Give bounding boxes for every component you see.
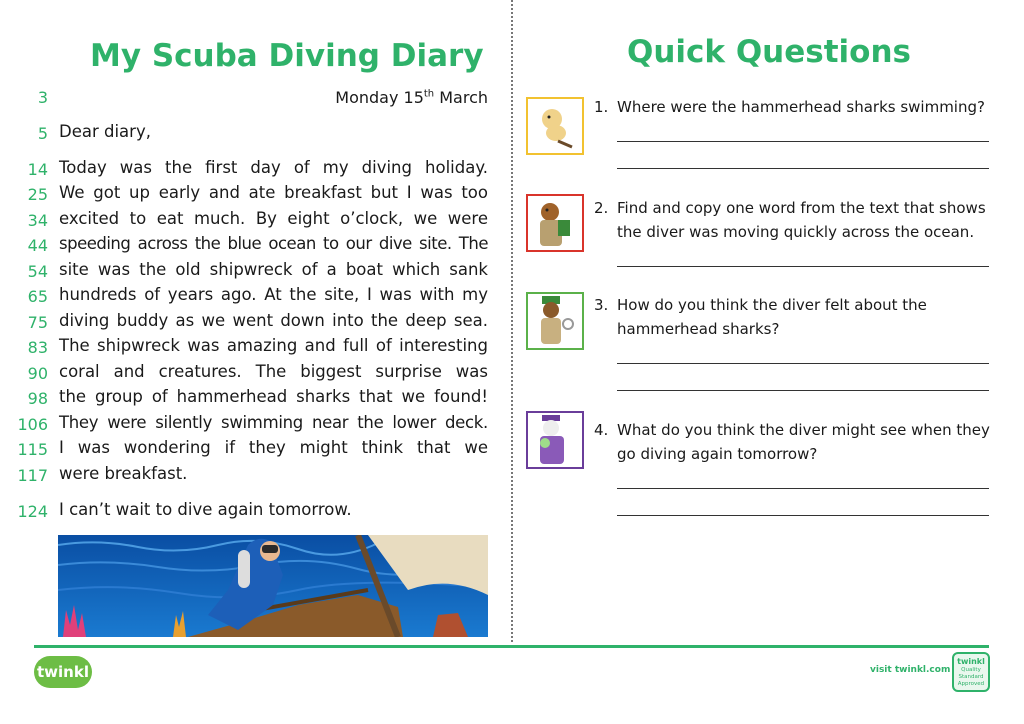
diary-line: site was the old shipwreck of a boat which sank bbox=[59, 260, 488, 279]
diary-line: We got up early and ate breakfast but I was too bbox=[59, 183, 488, 202]
visit-link[interactable]: visit twinkl.com bbox=[870, 665, 951, 675]
diary-line: excited to eat much. By eight o’clock, we were bbox=[59, 209, 488, 228]
line-number: 25 bbox=[27, 185, 48, 204]
diary-line: Today was the first day of my diving holiday. bbox=[59, 158, 488, 177]
question-3: 3. How do you think the diver felt about the hammerhead sharks? bbox=[594, 296, 927, 338]
line-number: 5 bbox=[37, 124, 48, 143]
twinkl-logo[interactable]: twinkl bbox=[34, 656, 92, 688]
question-2: 2. Find and copy one word from the text that shows the diver was moving quickly across the ocean. bbox=[594, 199, 986, 241]
diary-line: hundreds of years ago. At the site, I was with my bbox=[59, 285, 488, 304]
line-number: 124 bbox=[17, 502, 48, 521]
dog-icon bbox=[526, 97, 584, 155]
line-number: 98 bbox=[27, 389, 48, 408]
line-number: 75 bbox=[27, 313, 48, 332]
diary-line: speeding across the blue ocean to our dive site. The bbox=[59, 234, 488, 253]
answer-line[interactable] bbox=[617, 168, 989, 169]
quality-badge: twinkl Quality Standard Approved bbox=[952, 652, 990, 692]
diary-line: the group of hammerhead sharks that we found! bbox=[59, 387, 488, 406]
scuba-diver-illustration bbox=[58, 535, 488, 637]
diary-line: They were silently swimming near the lower deck. bbox=[59, 413, 488, 432]
diary-date: Monday 15th March bbox=[335, 88, 488, 107]
diary-line: I can’t wait to dive again tomorrow. bbox=[59, 500, 352, 519]
line-number: 65 bbox=[27, 287, 48, 306]
question-1: 1. Where were the hammerhead sharks swimming? bbox=[594, 98, 985, 116]
diary-line: Dear diary, bbox=[59, 122, 151, 141]
detective-dog-icon bbox=[526, 194, 584, 252]
line-number: 14 bbox=[27, 160, 48, 179]
questions-title: Quick Questions bbox=[627, 34, 911, 70]
line-number: 115 bbox=[17, 440, 48, 459]
footer-divider bbox=[34, 645, 989, 648]
answer-line[interactable] bbox=[617, 390, 989, 391]
answer-line[interactable] bbox=[617, 363, 989, 364]
answer-line[interactable] bbox=[617, 515, 989, 516]
line-number: 34 bbox=[27, 211, 48, 230]
diary-line: The shipwreck was amazing and full of interesting bbox=[59, 336, 488, 355]
explorer-dog-icon bbox=[526, 292, 584, 350]
diary-line: I was wondering if they might think that we bbox=[59, 438, 488, 457]
answer-line[interactable] bbox=[617, 488, 989, 489]
line-number: 44 bbox=[27, 236, 48, 255]
diary-line: coral and creatures. The biggest surprise was bbox=[59, 362, 488, 381]
answer-line[interactable] bbox=[617, 141, 989, 142]
line-number: 90 bbox=[27, 364, 48, 383]
page-divider bbox=[511, 0, 513, 642]
question-4: 4. What do you think the diver might see when they go diving again tomorrow? bbox=[594, 421, 990, 463]
line-number: 83 bbox=[27, 338, 48, 357]
answer-line[interactable] bbox=[617, 266, 989, 267]
diary-line: were breakfast. bbox=[59, 464, 188, 483]
fortune-teller-icon bbox=[526, 411, 584, 469]
diary-title: My Scuba Diving Diary bbox=[90, 38, 484, 74]
line-number: 117 bbox=[17, 466, 48, 485]
diary-line: diving buddy as we went down into the deep sea. bbox=[59, 311, 488, 330]
line-number: 3 bbox=[37, 88, 48, 107]
line-number: 106 bbox=[17, 415, 48, 434]
line-number: 54 bbox=[27, 262, 48, 281]
